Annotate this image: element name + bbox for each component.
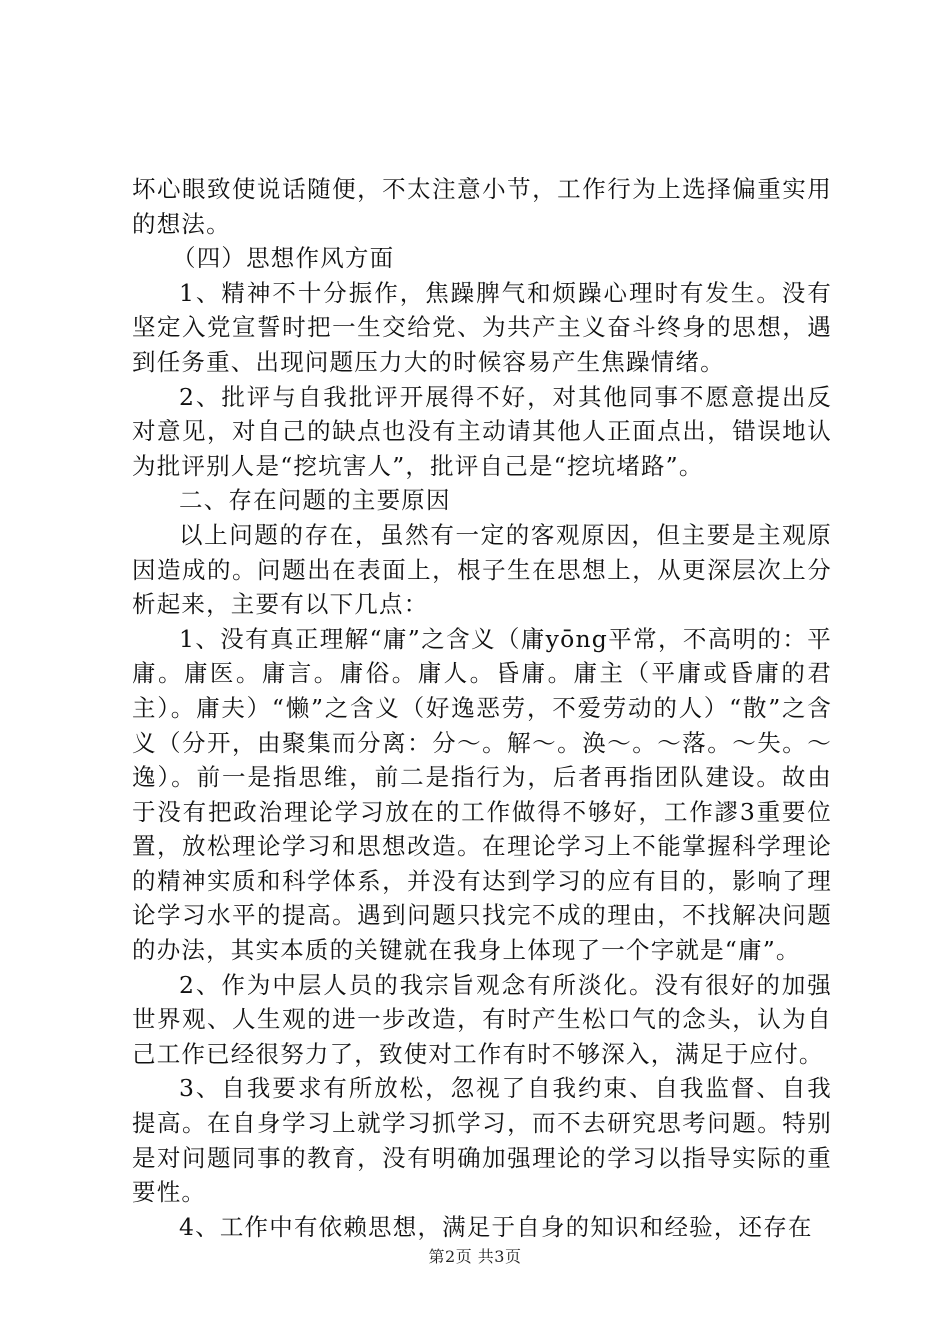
paragraph-causes-intro: 以上问题的存在，虽然有一定的客观原因，但主要是主观原因造成的。问题出在表面上，根子生在思想上，从更深层次上分析起来，主要有以下几点：	[132, 520, 832, 619]
paragraph-item-2: 2、批评与自我批评开展得不好，对其他同事不愿意提出反对意见，对自己的缺点也没有主动请其他人正面点出，错误地认为批评别人是“挖坑害人”，批评自己是“挖坑堵路”。	[132, 382, 832, 480]
section-heading-thought-style: （四）思想作风方面	[172, 244, 395, 273]
section-heading-main-causes: 二、存在问题的主要原因	[179, 486, 451, 515]
paragraph-item-1: 1、精神不十分振作，焦躁脾气和烦躁心理时有发生。没有坚定入党宣誓时把一生交给党、为共产主义奋斗终身的思想，遇到任务重、出现问题压力大的时候容易产生焦躁情绪。	[132, 278, 832, 376]
paragraph-cause-4: 4、工作中有依赖思想，满足于自身的知识和经验，还存在	[179, 1212, 813, 1241]
paragraph-cause-3: 3、自我要求有所放松，忽视了自我约束、自我监督、自我提高。在自身学习上就学习抓学习，而不去研究思考问题。特别是对问题同事的教育，没有明确加强理论的学习以指导实际的重要性。	[132, 1074, 832, 1207]
document-body	[132, 172, 832, 1244]
paragraph-cause-2: 2、作为中层人员的我宗旨观念有所淡化。没有很好的加强世界观、人生观的进一步改造，有时产生松口气的念头，认为自己工作已经很努力了，致使对工作有时不够深入，满足于应付。	[132, 970, 832, 1068]
paragraph-cause-1: 1、没有真正理解“庸”之含义（庸yōng平常，不高明的：平庸。庸医。庸言。庸俗。庸人。昏庸。庸主（平庸或昏庸的君主）。庸夫）“懒”之含义（好逸恶劳，不爱劳动的人）“散”之含义（分开，由聚集而分离：分～。解～。涣～。～落。～失。～逸）。前一是指思维，前二是指行为，后者再指团队建设。故由于没有把政治理论学习放在的工作做得不够好，工作謬3重要位置，放松理论学习和思想改造。在理论学习上不能掌握科学理论的精神实质和科学体系，并没有达到学习的应有目的，影响了理论学习水平的提高。遇到问题只找完不成的理由，不找解决问题的办法，其实本质的关键就在我身上体现了一个字就是“庸”。	[132, 624, 832, 965]
paragraph-continuation: 坏心眼致使说话随便，不太注意小节，工作行为上选择偏重实用的想法。	[132, 175, 832, 238]
page-number-footer: 第2页 共3页	[428, 1247, 522, 1266]
